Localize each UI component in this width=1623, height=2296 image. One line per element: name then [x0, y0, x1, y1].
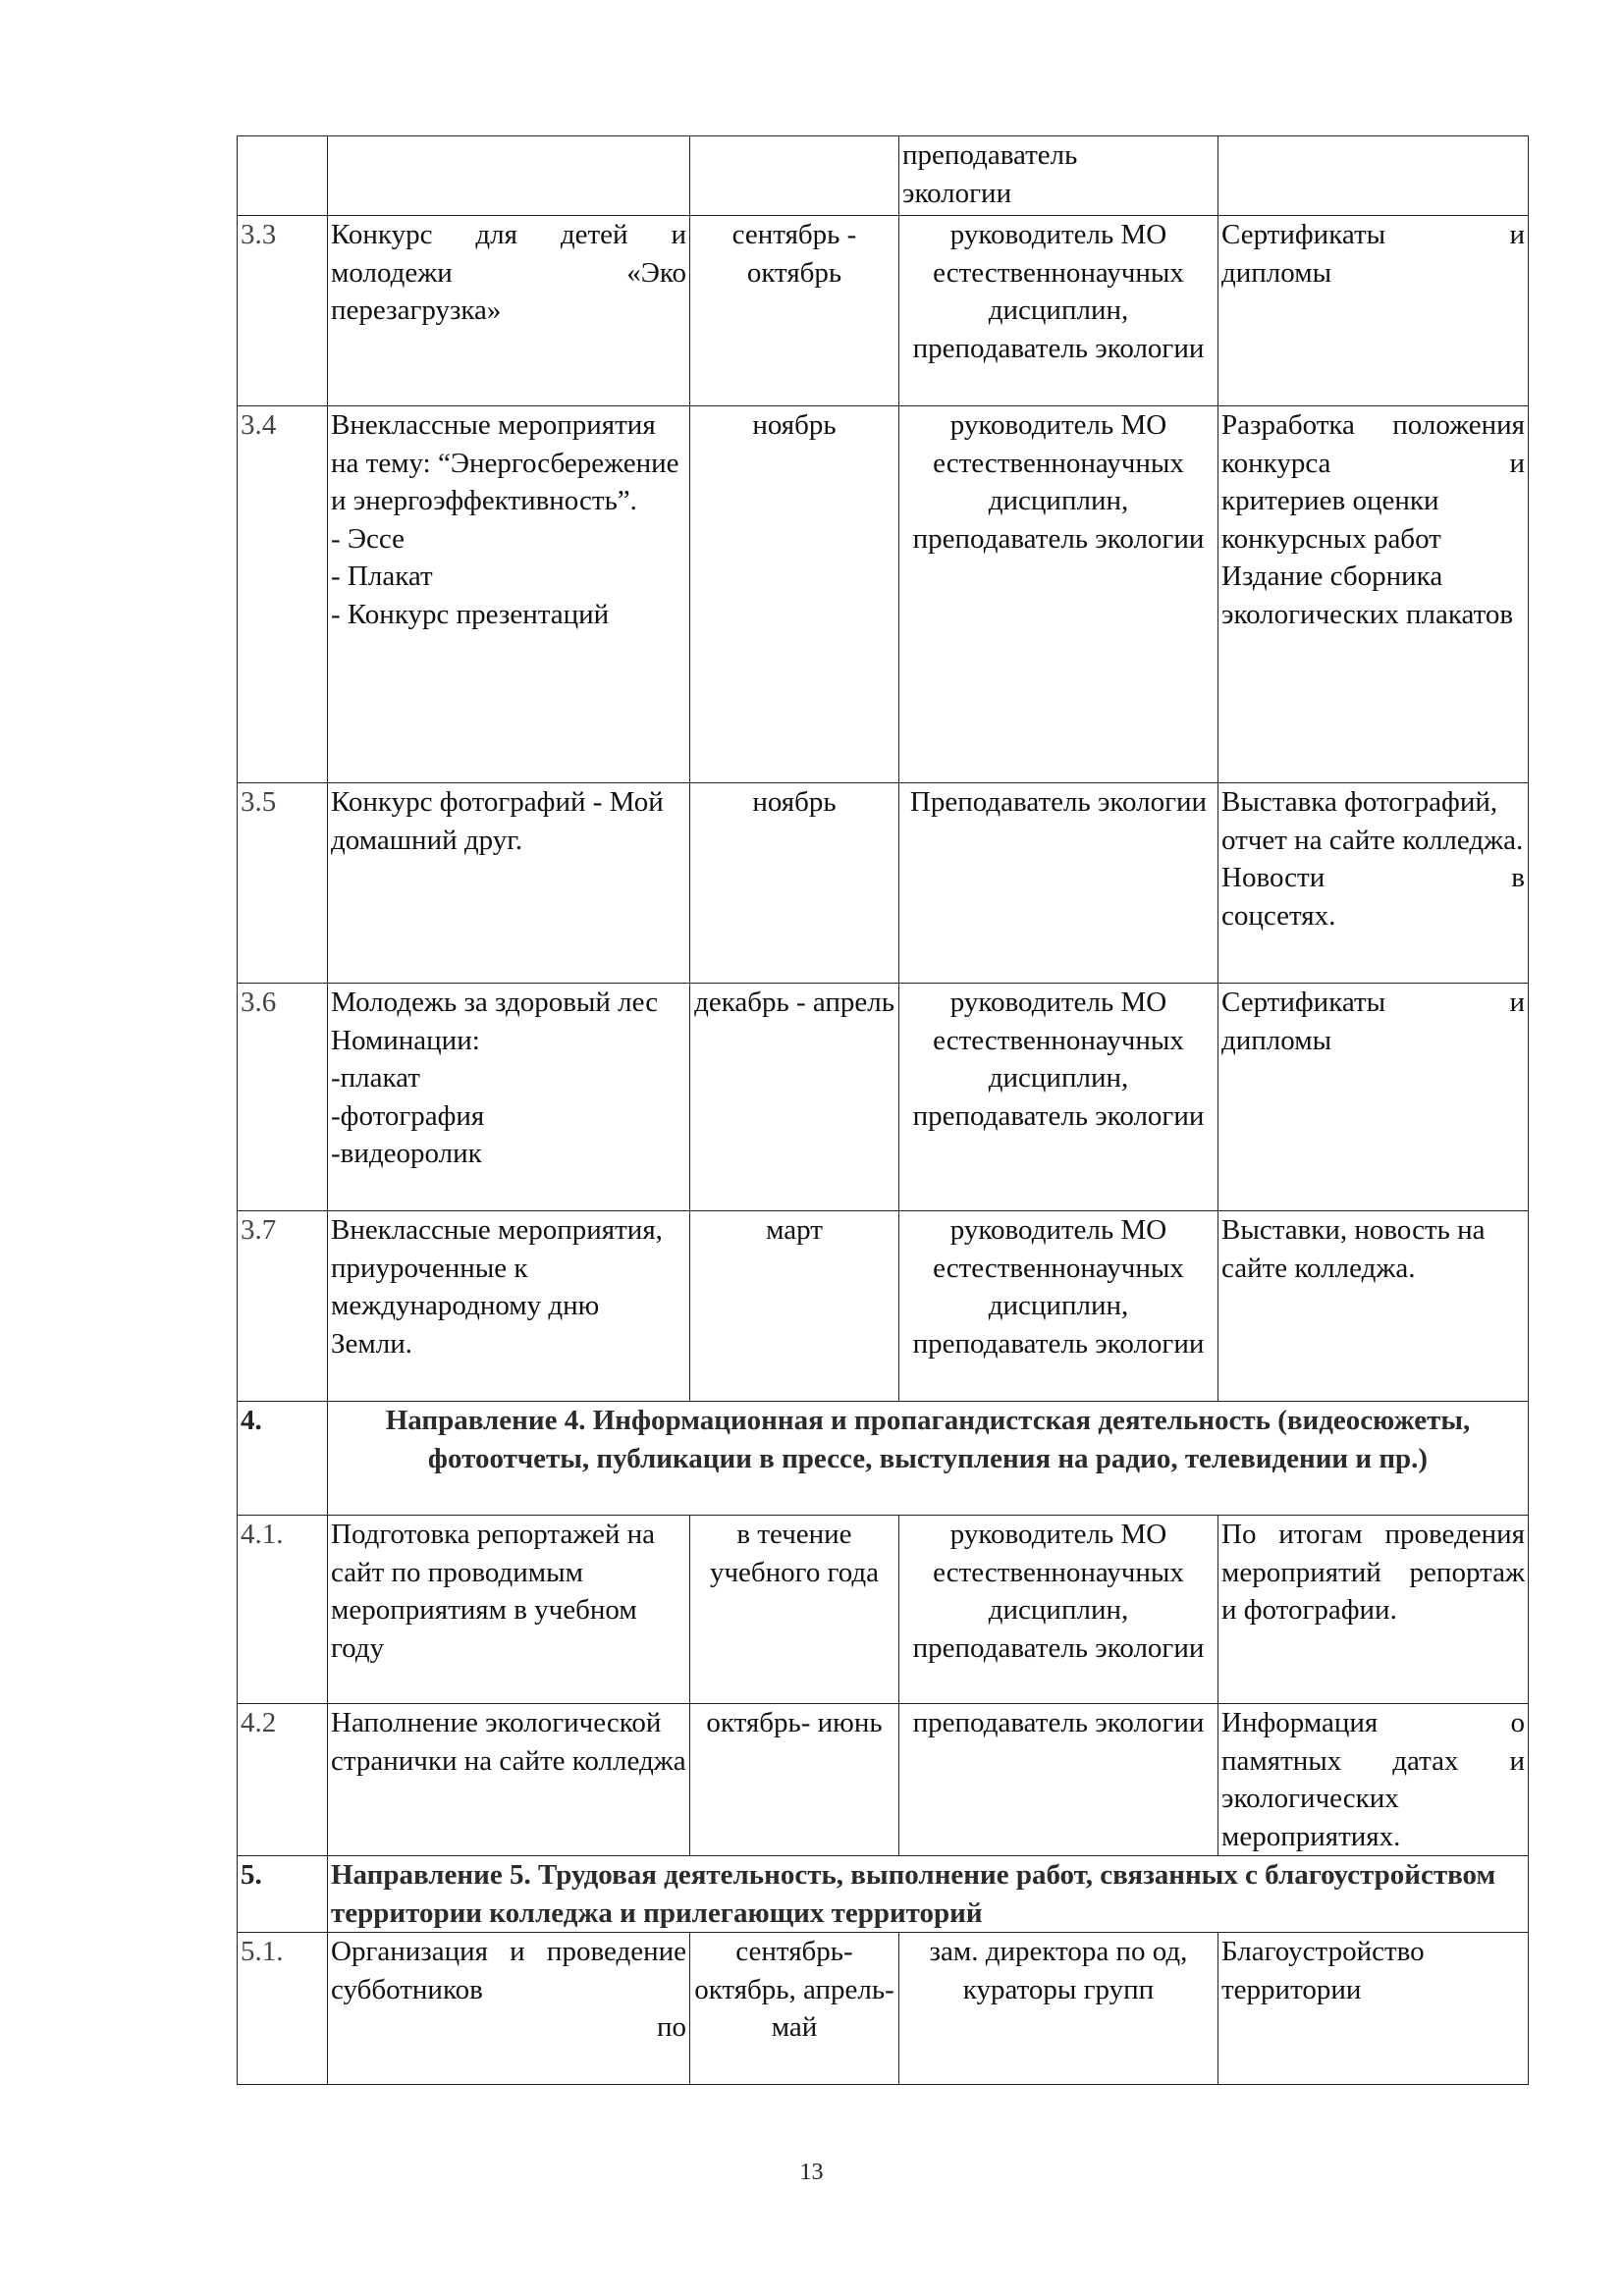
- section-row: [238, 1402, 1529, 1516]
- result-text: Разработка положения конкурса и: [1221, 409, 1525, 479]
- row-number: 3.7: [238, 1211, 328, 1402]
- page-number: 13: [799, 2160, 824, 2185]
- responsible-cell: преподаватель экологии: [899, 136, 1218, 216]
- activity-text: Организация и проведение субботников: [331, 1936, 686, 2005]
- activity-cell: Молодежь за здоровый лес Номинации: -плакат -фотография -видеоролик: [328, 984, 690, 1211]
- table-row: [238, 406, 1529, 783]
- date-cell: в течение учебного года: [690, 1516, 899, 1704]
- result-text: Выставка фотографий, отчет на сайте колледжа.: [1221, 786, 1524, 856]
- table-row: [238, 216, 1529, 406]
- responsible-cell: руководитель МО естественнонаучных дисциплин, преподаватель экологии: [899, 1516, 1218, 1704]
- responsible-cell: руководитель МО естественнонаучных дисциплин, преподаватель экологии: [899, 984, 1218, 1211]
- result-cell: [1218, 406, 1529, 783]
- responsible-cell: зам. директора по од, кураторы групп: [899, 1933, 1218, 2085]
- table-row: [238, 783, 1529, 984]
- responsible-cell: Преподаватель экологии: [899, 783, 1218, 984]
- section-title: Направление 5. Трудовая деятельность, выполнение работ, связанных с благоустройством территории колледжа и прилегающих территорий: [328, 1856, 1529, 1933]
- date-cell: сентябрь- октябрь, апрель-май: [690, 1933, 899, 2085]
- table-row: [238, 984, 1529, 1211]
- result-cell: Сертификаты и дипломы: [1218, 216, 1529, 406]
- responsible-cell: руководитель МО естественнонаучных дисциплин, преподаватель экологии: [899, 1211, 1218, 1402]
- activity-cell: Конкурс для детей и молодежи «Эко перезагрузка»: [328, 216, 690, 406]
- table-row: [238, 1211, 1529, 1402]
- result-text: критериев оценки конкурсных работ Издание сборника экологических плакатов: [1221, 485, 1514, 630]
- result-text: Новости в: [1221, 862, 1525, 893]
- result-cell: Информация о памятных датах и экологических мероприятиях.: [1218, 1704, 1529, 1856]
- result-text: соцсетях.: [1221, 899, 1336, 932]
- row-number: 3.3: [238, 216, 328, 406]
- row-number: 5.1.: [238, 1933, 328, 2085]
- row-number: 4.1.: [238, 1516, 328, 1704]
- result-cell: По итогам проведения мероприятий репортаж и фотографии.: [1218, 1516, 1529, 1704]
- table-row: [238, 136, 1529, 216]
- date-cell: ноябрь: [690, 783, 899, 984]
- activity-text: по: [656, 2011, 686, 2043]
- section-number: 4.: [238, 1402, 328, 1516]
- table-row: [238, 1933, 1529, 2085]
- responsible-cell: руководитель МО естественнонаучных дисциплин, преподаватель экологии: [899, 216, 1218, 406]
- activity-cell: Наполнение экологической странички на сайте колледжа: [328, 1704, 690, 1856]
- row-number: 3.6: [238, 984, 328, 1211]
- table-row: [238, 1704, 1529, 1856]
- date-cell: октябрь- июнь: [690, 1704, 899, 1856]
- activity-cell: Конкурс фотографий - Мой домашний друг.: [328, 783, 690, 984]
- result-cell: Выставки, новость на сайте колледжа.: [1218, 1211, 1529, 1402]
- activity-cell: Внеклассные мероприятия на тему: “Энергосбережение и энергоэффективность”. - Эссе - Плакат - Конкурс презентаций: [328, 406, 690, 783]
- activity-cell: [328, 136, 690, 216]
- date-cell: март: [690, 1211, 899, 1402]
- row-number: [238, 136, 328, 216]
- activity-cell: Подготовка репортажей на сайт по проводимым мероприятиям в учебном году: [328, 1516, 690, 1704]
- activity-cell: Внеклассные мероприятия, приуроченные к международному дню Земли.: [328, 1211, 690, 1402]
- result-cell: [1218, 136, 1529, 216]
- section-row: [238, 1856, 1529, 1933]
- result-cell: Сертификаты и дипломы: [1218, 984, 1529, 1211]
- date-cell: [690, 136, 899, 216]
- events-plan-table: [237, 135, 1529, 2085]
- row-number: 4.2: [238, 1704, 328, 1856]
- responsible-cell: руководитель МО естественнонаучных дисциплин, преподаватель экологии: [899, 406, 1218, 783]
- table-row: [238, 1516, 1529, 1704]
- date-cell: ноябрь: [690, 406, 899, 783]
- activity-cell: [328, 1933, 690, 2085]
- row-number: 3.5: [238, 783, 328, 984]
- date-cell: сентябрь - октябрь: [690, 216, 899, 406]
- result-cell: Благоустройство территории: [1218, 1933, 1529, 2085]
- result-cell: [1218, 783, 1529, 984]
- responsible-cell: преподаватель экологии: [899, 1704, 1218, 1856]
- section-number: 5.: [238, 1856, 328, 1933]
- section-title: Направление 4. Информационная и пропагандистская деятельность (видеосюжеты, фотоотчеты, публикации в прессе, выступления на радио, телевидении и пр.): [328, 1402, 1529, 1516]
- date-cell: декабрь - апрель: [690, 984, 899, 1211]
- row-number: 3.4: [238, 406, 328, 783]
